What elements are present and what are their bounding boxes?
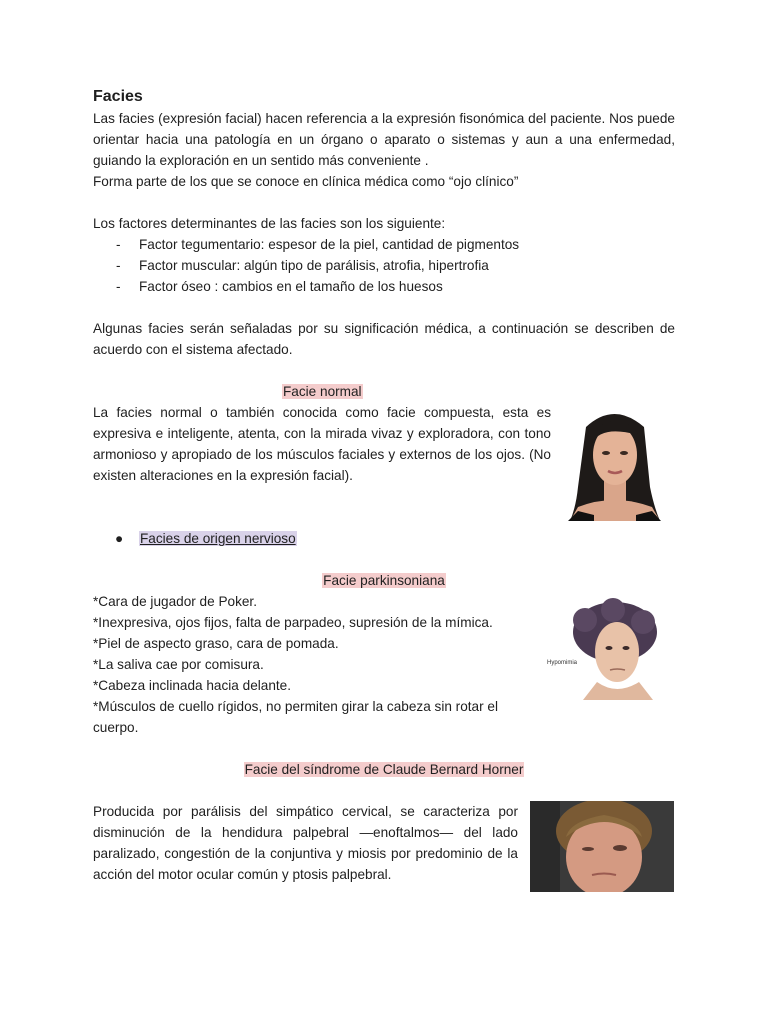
- nervous-origin-bullet: [93, 528, 675, 549]
- intro-paragraph: Las facies (expresión facial) hacen referencia a la expresión fisonómica del paciente. Nos puede orientar hacia una patología en un órgano o aparato o sistemas y aun a una enfermedad, guiando la exploración en un sentido más conveniente .: [93, 111, 675, 168]
- parkinson-face-image: [543, 596, 675, 700]
- intro-clinical-eye: Forma parte de los que se conoce en clínica médica como “ojo clínico”: [93, 174, 519, 189]
- elderly-woman-photo-icon: [530, 801, 674, 892]
- list-item: *Piel de aspecto graso, cara de pomada.: [93, 636, 339, 651]
- bullet-icon: ●: [115, 531, 124, 546]
- normal-face-image: [564, 407, 665, 521]
- normal-description: La facies normal o también conocida como facie compuesta, esta es expresiva e inteligente, atenta, con la mirada vivaz y exploradora, con tono armonioso y apropiado de los músculos faciales y externos de los ojos. (No existen alteraciones en la expresión facial).: [93, 405, 551, 483]
- list-item: - Factor tegumentario: espesor de la piel, cantidad de pigmentos: [93, 234, 675, 255]
- hypomimia-illustration-icon: [543, 596, 675, 700]
- list-item: *Músculos de cuello rígidos, no permiten girar la cabeza sin rotar el cuerpo.: [93, 699, 498, 735]
- section-heading-normal: Facie normal: [283, 384, 362, 399]
- list-item: *Cara de jugador de Poker.: [93, 594, 257, 609]
- section-facie-normal: [93, 381, 675, 486]
- section-facie-parkinsoniana: [93, 570, 675, 738]
- list-item: - Factor muscular: algún tipo de parálisis, atrofia, hipertrofia: [93, 255, 675, 276]
- nervous-origin-link[interactable]: Facies de origen nervioso: [140, 531, 296, 546]
- section-facie-horner: [93, 759, 675, 885]
- horner-description: Producida por parálisis del simpático cervical, se caracteriza por disminución de la hendidura palpebral —enoftalmos— del lado paralizado, congestión de la conjuntiva y miosis por predominio de la acción del motor ocular común y ptosis palpebral.: [93, 804, 518, 882]
- document-title: Facies: [93, 88, 143, 105]
- list-item: - Factor óseo : cambios en el tamaño de los huesos: [93, 276, 675, 297]
- section-heading-parkinson: Facie parkinsoniana: [323, 573, 445, 588]
- intro-systems-paragraph: Algunas facies serán señaladas por su significación médica, a continuación se describen de acuerdo con el sistema afectado.: [93, 321, 675, 357]
- factors-heading: Los factores determinantes de las facies son los siguiente:: [93, 216, 446, 231]
- woman-portrait-icon: [564, 407, 665, 521]
- factors-list: [93, 234, 675, 297]
- list-item: *La saliva cae por comisura.: [93, 657, 264, 672]
- hypomimia-caption: Hypomimia: [547, 660, 578, 666]
- list-item: *Cabeza inclinada hacia delante.: [93, 678, 292, 693]
- section-heading-horner: Facie del síndrome de Claude Bernard Horner: [244, 762, 524, 777]
- horner-face-image: [530, 801, 674, 892]
- list-item: *Inexpresiva, ojos fijos, falta de parpadeo, supresión de la mímica.: [93, 615, 493, 630]
- document-page: [93, 86, 675, 885]
